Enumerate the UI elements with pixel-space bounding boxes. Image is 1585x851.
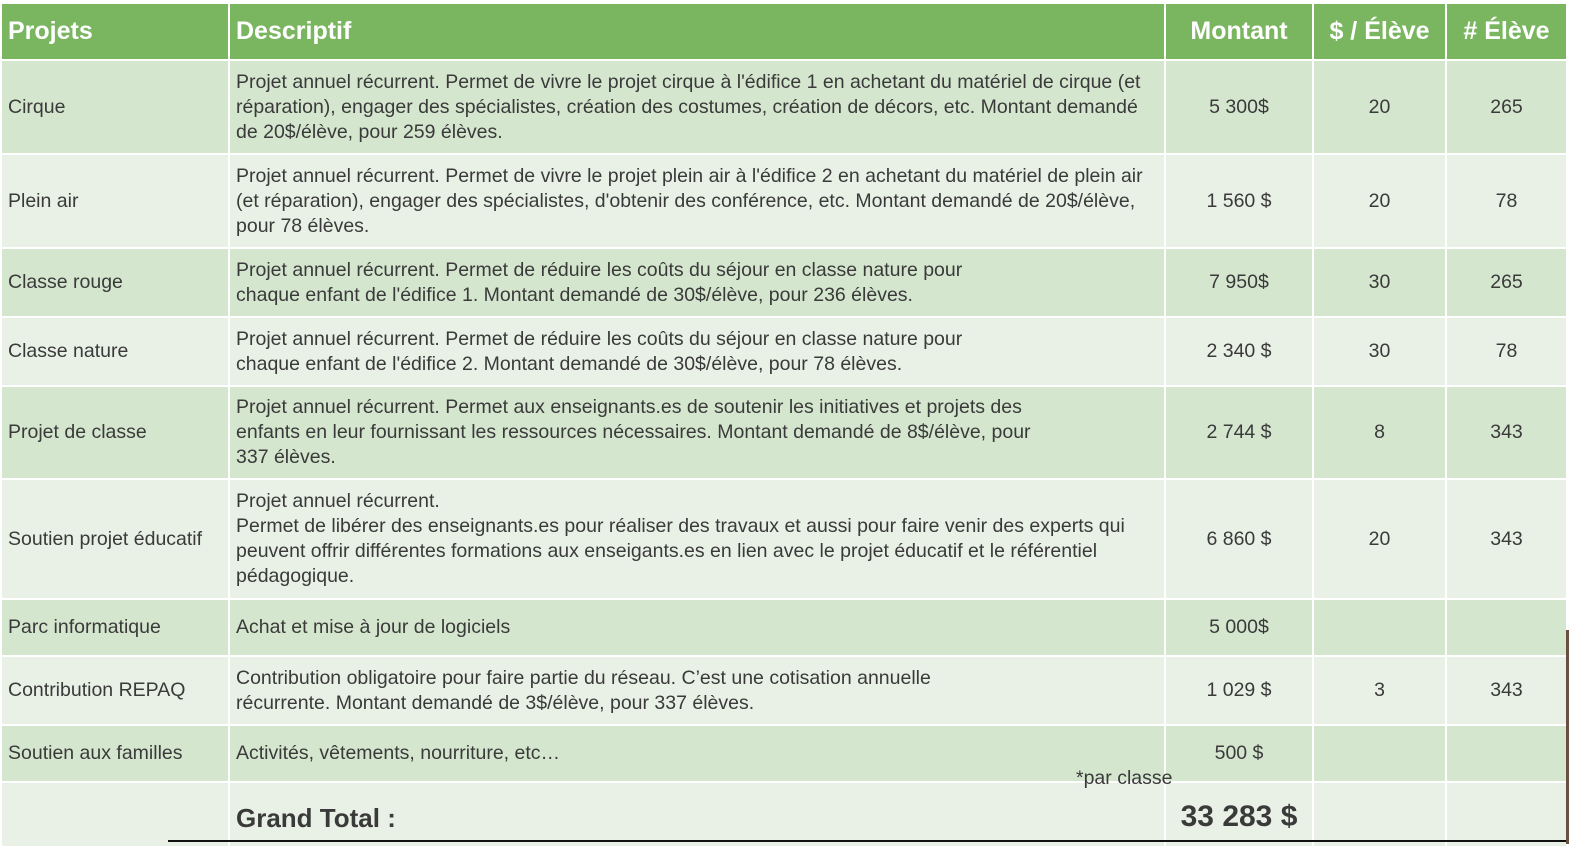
total-empty-cell [1447, 783, 1566, 846]
cell-montant: 500 $ [1166, 726, 1312, 781]
table-row [2, 726, 1566, 781]
header-par-eleve: $ / Élève [1314, 4, 1445, 59]
cell-montant: 5 000$ [1166, 600, 1312, 655]
total-empty-cell [2, 783, 228, 846]
header-projets: Projets [2, 4, 228, 59]
cell-nb-eleve: 78 [1447, 318, 1566, 385]
cell-par-eleve: 20 [1314, 61, 1445, 153]
cell-projet: Classe rouge [2, 249, 228, 316]
table-row [2, 249, 1566, 316]
header-montant: Montant [1166, 4, 1312, 59]
table-row [2, 387, 1566, 478]
cell-nb-eleve: 343 [1447, 657, 1566, 724]
cell-nb-eleve: 265 [1447, 249, 1566, 316]
cell-descriptif [230, 318, 1164, 385]
cell-nb-eleve: 343 [1447, 387, 1566, 478]
cell-projet: Projet de classe [2, 387, 228, 478]
descriptif-text: Projet annuel récurrent. Permet de réduire les coûts du séjour en classe nature pour chaque enfant de l'édifice 2. Montant demandé de 30$/élève, pour 78 élèves. [236, 327, 963, 375]
par-classe-note: *par classe [1076, 767, 1173, 789]
total-empty-cell [1314, 783, 1445, 846]
budget-table [0, 2, 1568, 848]
cell-descriptif [230, 249, 1164, 316]
bottom-rule [168, 840, 1568, 842]
cell-par-eleve [1314, 726, 1445, 781]
cell-montant: 1 029 $ [1166, 657, 1312, 724]
cell-descriptif [230, 480, 1164, 598]
cell-descriptif: Achat et mise à jour de logiciels [230, 600, 1164, 655]
cell-montant: 2 744 $ [1166, 387, 1312, 478]
cell-nb-eleve: 343 [1447, 480, 1566, 598]
cell-nb-eleve: 78 [1447, 155, 1566, 247]
cell-par-eleve: 8 [1314, 387, 1445, 478]
edge-strip [1566, 630, 1569, 844]
cell-nb-eleve: 265 [1447, 61, 1566, 153]
descriptif-text: Projet annuel récurrent. Permet de réduire les coûts du séjour en classe nature pour chaque enfant de l'édifice 1. Montant demandé de 30$/élève, pour 236 élèves. [236, 258, 963, 306]
cell-descriptif [230, 657, 1164, 724]
total-row [2, 783, 1566, 846]
cell-par-eleve: 20 [1314, 480, 1445, 598]
grand-total-value: 33 283 $ [1166, 783, 1312, 846]
cell-par-eleve: 20 [1314, 155, 1445, 247]
header-row [2, 4, 1566, 59]
grand-total-label: Grand Total : [230, 783, 1164, 846]
descriptif-text: Contribution obligatoire pour faire partie du réseau. C’est une cotisation annuelle récurrente. Montant demandé de 3$/élève, pour 337 élèves. [236, 666, 931, 714]
cell-montant: 1 560 $ [1166, 155, 1312, 247]
header-nb-eleve: # Élève [1447, 4, 1566, 59]
descriptif-text: Permet de libérer des enseignants.es pour réaliser des travaux et aussi pour faire venir des experts qui peuvent offrir différentes formations aux enseigants.es en lien avec le projet éducatif et le référentiel pédagogique. [236, 515, 1125, 587]
table-row [2, 600, 1566, 655]
table-row [2, 61, 1566, 153]
cell-montant: 7 950$ [1166, 249, 1312, 316]
cell-descriptif: Projet annuel récurrent. Permet de vivre le projet cirque à l'édifice 1 en achetant du matériel de cirque (et réparation), engager des spécialistes, création des costumes, création de décors, etc. Montant demandé de 20$/élève, pour 259 élèves. [230, 61, 1164, 153]
cell-par-eleve: 30 [1314, 318, 1445, 385]
cell-projet: Parc informatique [2, 600, 228, 655]
cell-projet: Soutien aux familles [2, 726, 228, 781]
cell-montant: 5 300$ [1166, 61, 1312, 153]
cell-montant: 2 340 $ [1166, 318, 1312, 385]
cell-montant: 6 860 $ [1166, 480, 1312, 598]
cell-projet: Soutien projet éducatif [2, 480, 228, 598]
cell-par-eleve: 3 [1314, 657, 1445, 724]
table-row [2, 318, 1566, 385]
descriptif-text: Projet annuel récurrent. Permet aux enseignants.es de soutenir les initiatives et projets des enfants en leur fournissant les ressources nécessaires. Montant demandé de 8$/élève, pour 337 élèves. [236, 396, 1031, 468]
cell-nb-eleve [1447, 726, 1566, 781]
table-row [2, 155, 1566, 247]
descriptif-first-line: Projet annuel récurrent. [236, 490, 440, 512]
cell-par-eleve: 30 [1314, 249, 1445, 316]
cell-par-eleve [1314, 600, 1445, 655]
header-descriptif: Descriptif [230, 4, 1164, 59]
cell-descriptif: Activités, vêtements, nourriture, etc… [230, 726, 1164, 781]
cell-projet: Cirque [2, 61, 228, 153]
cell-projet: Contribution REPAQ [2, 657, 228, 724]
cell-projet: Plein air [2, 155, 228, 247]
table-row [2, 480, 1566, 598]
table-row [2, 657, 1566, 724]
cell-projet: Classe nature [2, 318, 228, 385]
cell-nb-eleve [1447, 600, 1566, 655]
cell-descriptif [230, 387, 1164, 478]
cell-descriptif: Projet annuel récurrent. Permet de vivre le projet plein air à l'édifice 2 en achetant du matériel de plein air (et réparation), engager des spécialistes, d'obtenir des conférence, etc. Montant demandé de 20$/élève, pour 78 élèves. [230, 155, 1164, 247]
